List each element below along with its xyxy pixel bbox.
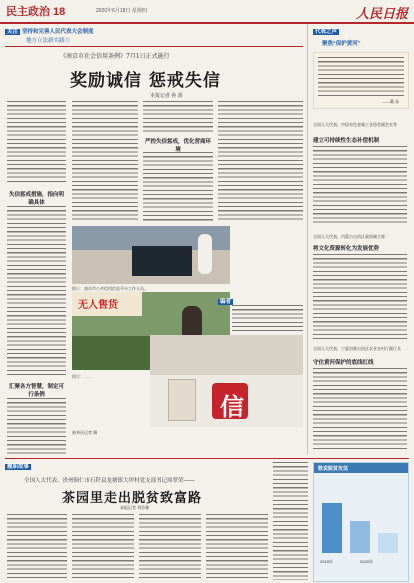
subhead-1: 失信惩戒措施，指向明确具体	[8, 192, 64, 206]
bottom-body-col5	[273, 462, 308, 580]
masthead-logo: 人民日报	[356, 7, 409, 22]
photo1-caption: 图①：南京市公共信用信息平台工作人员。	[72, 286, 148, 291]
photo2-caption: 图②：……	[72, 374, 92, 379]
kicker-text: 坚持和完善人民代表大会制度	[22, 29, 94, 35]
subhead-3: 严控失信惩戒，优化营商环境	[144, 139, 211, 153]
photo-credit: 新华社记者 摄	[72, 430, 98, 435]
body-text-col2	[72, 101, 138, 221]
bottom-kicker-tag: 履职故事	[7, 464, 30, 470]
lead-deck: 《南京市社会信用条例》7月1日正式施行	[60, 53, 170, 60]
body-text-col3	[143, 101, 213, 133]
body-text-col3b	[143, 152, 213, 221]
photo-credit-mural	[150, 335, 303, 427]
body-text-col1b	[7, 206, 66, 378]
panel-legend-1: 2019年	[320, 559, 333, 564]
subhead-2: 汇聚各方智慧，制定可行条例	[8, 384, 64, 398]
lead-byline: 本报记者 孙 源	[150, 93, 183, 99]
credit-sign-char: 信	[220, 392, 244, 421]
bottom-body-col1	[7, 514, 67, 580]
body-text-col1c	[7, 398, 66, 455]
right-kicker	[313, 27, 341, 35]
item2-kicker: 全国人大代表、内蒙古自治区政协副主席	[313, 234, 385, 239]
quote-author: ——戴 孙	[382, 99, 400, 104]
bottom-body-col3	[139, 514, 201, 580]
bottom-headline: 茶园里走出脱贫致富路	[62, 491, 203, 506]
right-kicker-tag: 代表之声	[315, 29, 338, 35]
shop-sign: 无人售货	[78, 300, 118, 311]
panel-title: 数说脱贫攻坚	[318, 466, 349, 472]
quote-text	[318, 57, 404, 97]
section-title: 民主政治 18	[6, 6, 66, 18]
lead-kicker-sub: 地方立法新实践⑤	[26, 38, 71, 44]
item3-title: 守住黄河保护的底线红线	[313, 360, 374, 366]
panel-bar-3	[378, 533, 398, 553]
right-kicker-text: 聚焦“保护黄河”	[322, 41, 361, 47]
item1-body	[313, 146, 407, 226]
kicker-tag: 关注	[7, 29, 19, 35]
quote-box	[313, 52, 409, 109]
bottom-body-col2	[72, 514, 134, 580]
photo-office	[72, 226, 230, 284]
lead-headline: 奖励诚信 惩戒失信	[70, 71, 221, 91]
item1-kicker: 全国人大代表、中国有色金属工业协会副会长等	[313, 122, 397, 127]
column-rule	[307, 24, 308, 454]
bottom-kicker-text: 全国人大代表、贵州铜仁市石阡县龙塘镇大坪村党支部书记周翠荣——	[24, 478, 195, 484]
body-text-col4	[218, 101, 303, 221]
bottom-divider	[5, 458, 409, 459]
editor-note-text	[232, 305, 303, 331]
divider	[5, 46, 303, 47]
bottom-kicker	[5, 462, 33, 470]
bottom-byline: 本报记者 刘苏雅	[120, 505, 150, 510]
body-text-col1	[7, 101, 66, 184]
item3-kicker: 全国人大代表、宁夏回族自治区农业农村厅副厅长	[313, 346, 401, 351]
panel-bar-1	[322, 503, 342, 553]
bottom-body-col4	[206, 514, 268, 580]
lead-kicker	[5, 27, 94, 35]
panel-bar-2	[350, 521, 370, 553]
editor-tag: 编者	[220, 299, 232, 305]
item3-body	[313, 368, 407, 452]
infographic-panel	[313, 462, 409, 582]
item2-title: 将文化资源转化为发展优势	[313, 246, 380, 252]
issue-date: 2020年6月18日 星期四	[96, 8, 147, 14]
panel-legend-2: 2020年	[360, 559, 373, 564]
page-header	[0, 0, 414, 24]
editor-note-tag	[218, 297, 235, 305]
item1-title: 建立可持续性生态补偿机制	[313, 138, 380, 144]
item2-body	[313, 254, 407, 340]
